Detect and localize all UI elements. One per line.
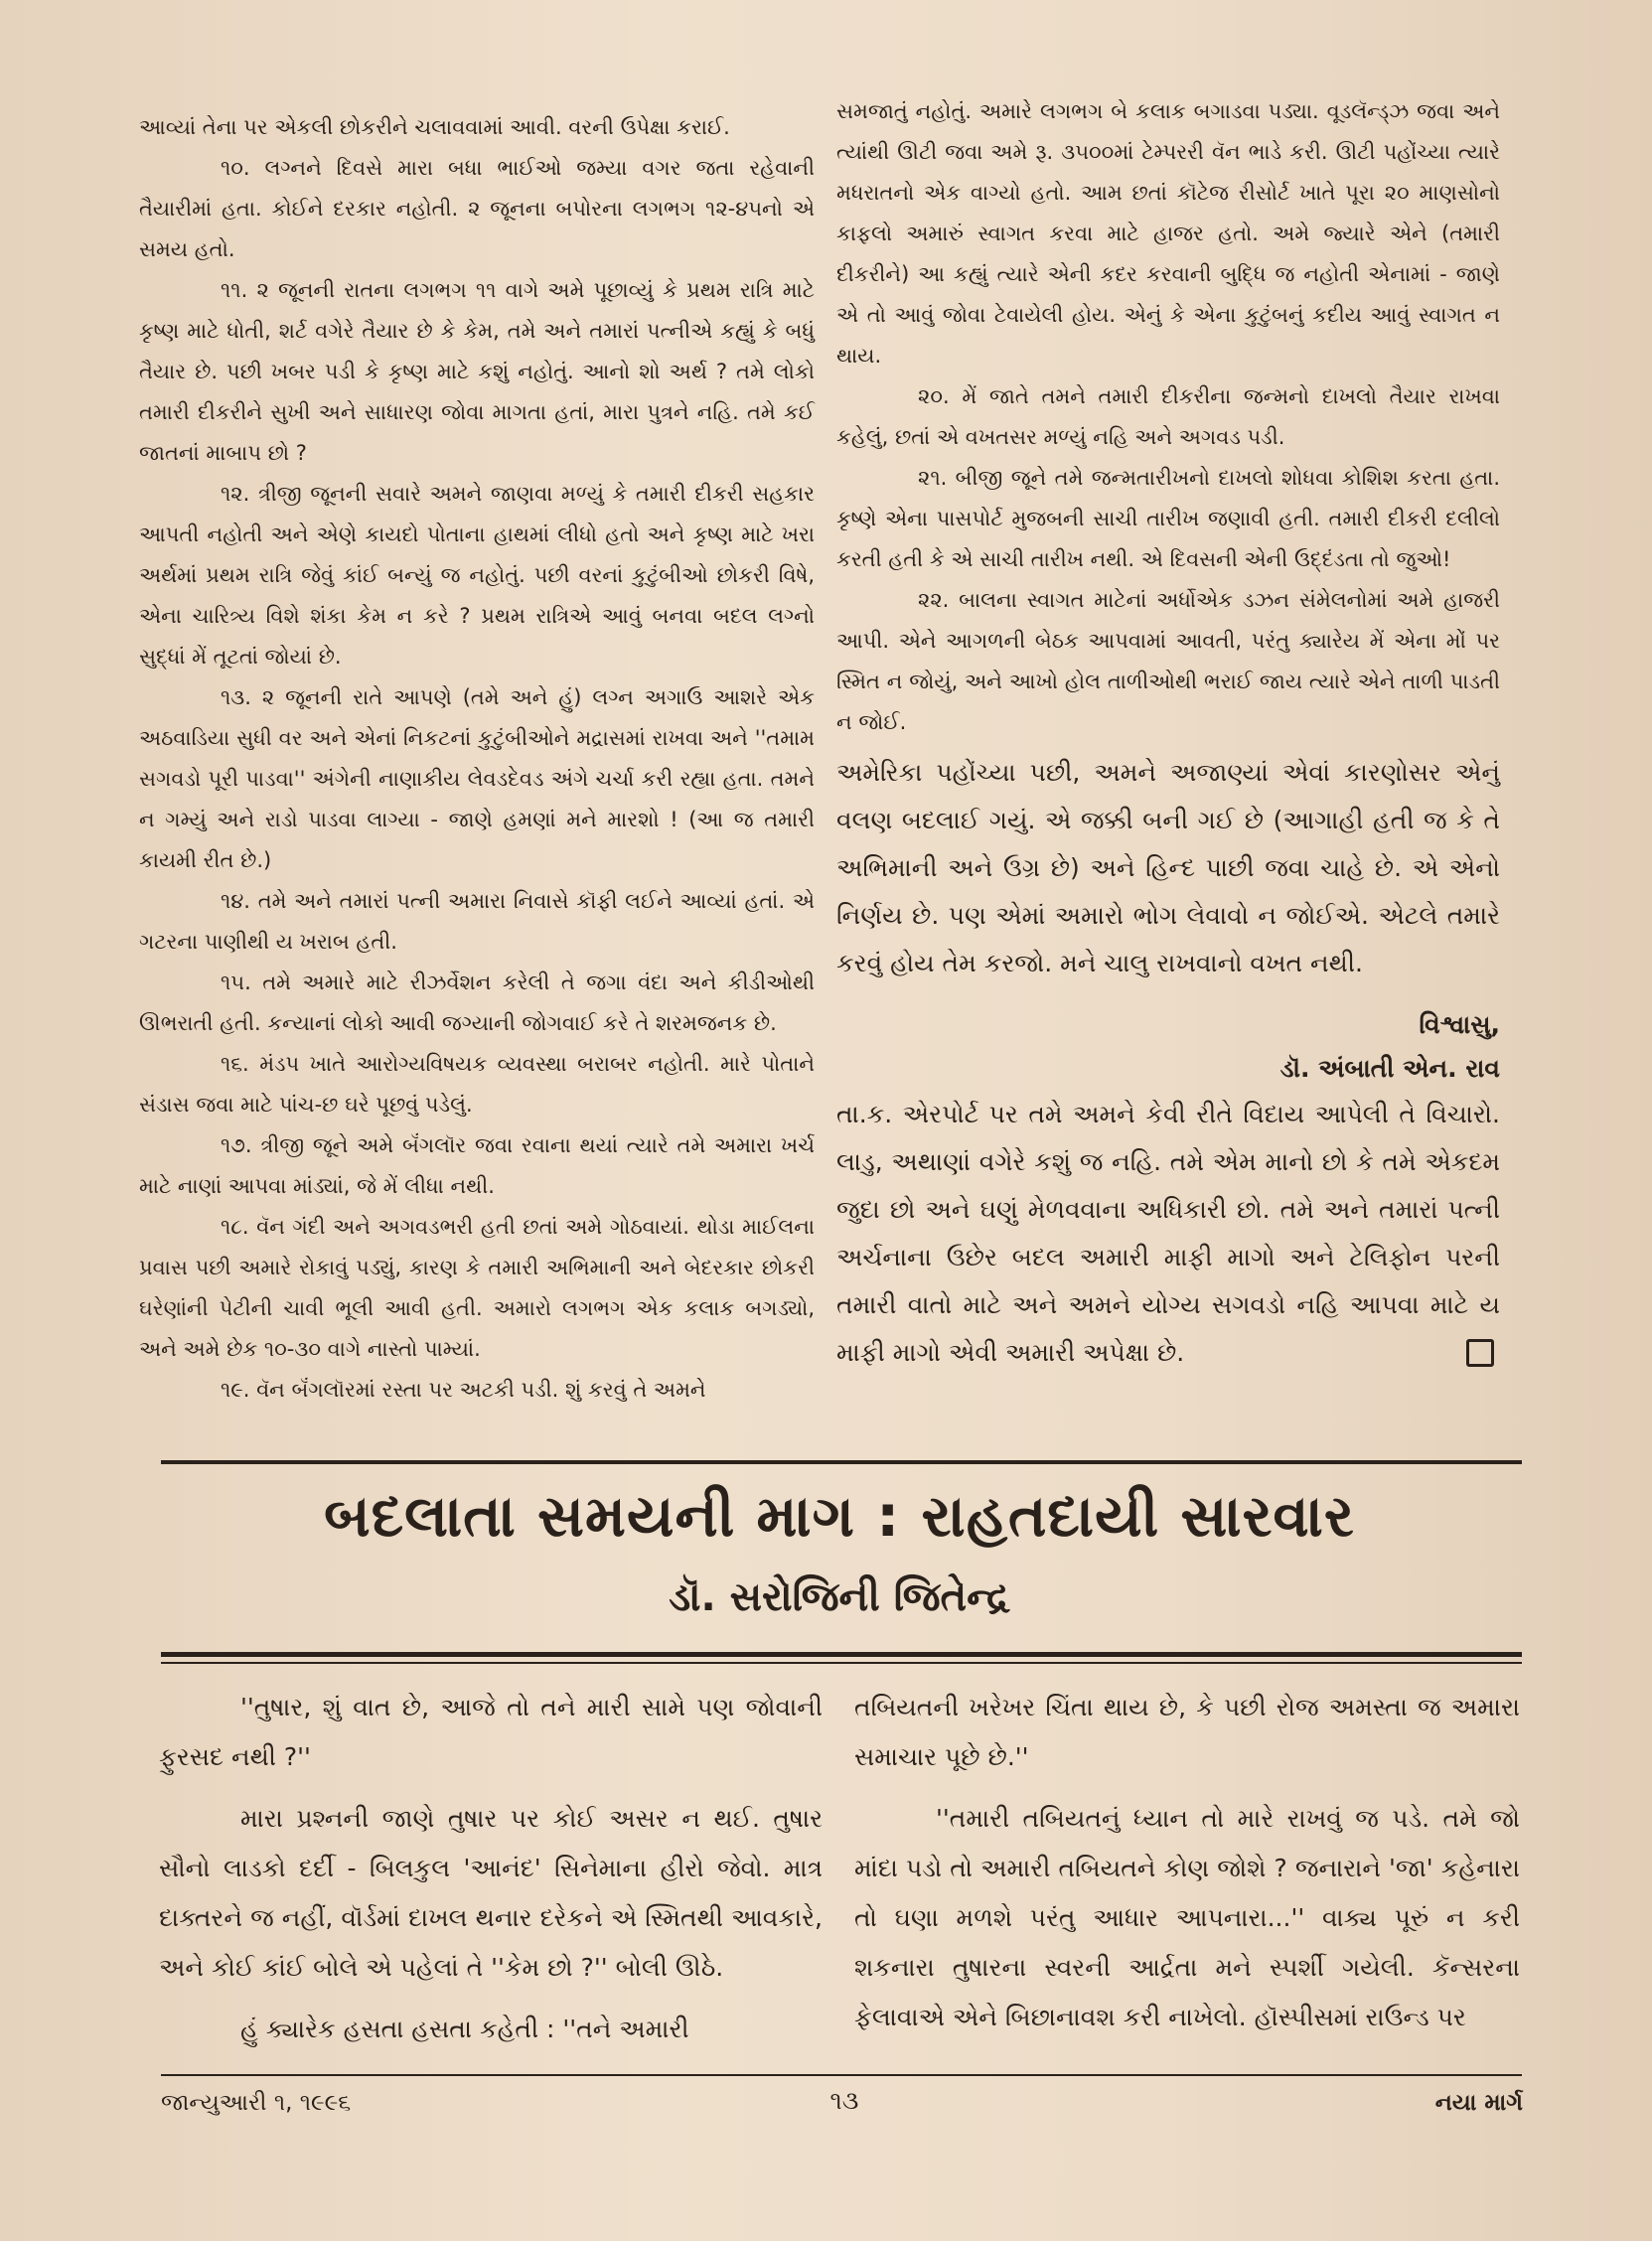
letter-paragraph: ૧૭. ત્રીજી જૂને અમે બૅંગલૉર જવા રવાના થયાં ત્યારે તમે અમારા ખર્ચ માટે નાણાં આપવા માંડ્યાં, જે મેં લીધા નથી. [139, 1133, 815, 1198]
letter-right-column [836, 91, 1500, 1377]
postscript [836, 1091, 1500, 1377]
letter-paragraph: ૧૦. લગ્નને દિવસે મારા બધા ભાઈઓ જમ્યા વગર જતા રહેવાની તૈયારીમાં હતા. કોઈને દરકાર નહોતી. ૨ જૂનના બપોરના લગભગ ૧૨-૪૫નો એ સમય હતો. [139, 156, 815, 261]
letter-paragraph: ૧૮. વૅન ગંદી અને અગવડભરી હતી છતાં અમે ગોઠવાયાં. થોડા માઈલના પ્રવાસ પછી અમારે રોકાવું પડ્યું, કારણ કે તમારી અભિમાની અને બેદરકાર છોકરી ઘરેણાંની પેટીની ચાવી ભૂલી આવી હતી. અમારો લગભગ એક કલાક બગડ્યો, અને અમે છેક ૧૦-૩૦ વાગે નાસ્તો પામ્યાં. [139, 1215, 815, 1361]
letter-paragraph: ૨૧. બીજી જૂને તમે જન્મતારીખનો દાખલો શોધવા કોશિશ કરતા હતા. કૃષ્ણે એના પાસપોર્ટ મુજબની સાચી તારીખ જણાવી હતી. તમારી દીકરી દલીલો કરતી હતી કે એ સાચી તારીખ નથી. એ દિવસની એની ઉદ્દંડતા તો જુઓ! [836, 466, 1500, 571]
article-paragraph: મારા પ્રશ્નની જાણે તુષાર પર કોઈ અસર ન થઈ. તુષાર સૌનો લાડકો દર્દી - બિલકુલ 'આનંદ' સિનેમાના હીરો જેવો. માત્ર દાક્તરને જ નહીં, વૉર્ડમાં દાખલ થનાર દરેકને એ સ્મિતથી આવકારે, અને કોઈ કાંઈ બોલે એ પહેલાં તે ''કેમ છો ?'' બોલી ઊઠે. [159, 1804, 823, 1982]
letter-paragraph: ૨૦. મેં જાતે તમને તમારી દીકરીના જન્મનો દાખલો તૈયાર રાખવા કહેલું, છતાં એ વખતસર મળ્યું નહિ અને અગવડ પડી. [836, 384, 1500, 449]
article-paragraph: હું ક્યારેક હસતા હસતા કહેતી : ''તને અમારી [240, 2015, 689, 2043]
article-paragraph: તબિયતની ખરેખર ચિંતા થાય છે, કે પછી રોજ અમસ્તા જ અમારા સમાચાર પૂછે છે.'' [854, 1693, 1520, 1771]
letter-paragraph: ૧૫. તમે અમારે માટે રીઝર્વેશન કરેલી તે જગા વંદા અને કીડીઓથી ઊભરાતી હતી. કન્યાનાં લોકો આવી જગ્યાની જોગવાઈ કરે તે શરમજનક છે. [139, 971, 815, 1035]
article-left-column [159, 1683, 823, 2066]
article-paragraph: ''તુષાર, શું વાત છે, આજે તો તને મારી સામે પણ જોવાની ફુરસદ નથી ?'' [159, 1693, 823, 1771]
letter-paragraph: ૧૯. વૅન બૅંગલૉરમાં રસ્તા પર અટકી પડી. શું કરવું તે અમને [221, 1378, 706, 1402]
letter-paragraph: આવ્યાં તેના પર એકલી છોકરીને ચલાવવામાં આવી. વરની ઉપેક્ષા કરાઈ. [139, 115, 730, 139]
section-divider-bottom-thin [161, 1662, 1522, 1664]
page-number: ૧૩ [829, 2086, 859, 2115]
signoff-name: ડૉ. અંબાતી એન. રાવ [1279, 1054, 1500, 1083]
footer-divider [161, 2074, 1522, 2076]
signoff-block [836, 1003, 1500, 1091]
postscript-text: તા.ક. એરપોર્ટ પર તમે અમને કેવી રીતે વિદાય આપેલી તે વિચારો. લાડુ, અથાણાં વગેરે કશું જ નહિ. તમે એમ માનો છો કે તમે એકદમ જુદા છો અને ઘણું મેળવવાના અધિકારી છો. તમે અને તમારાં પત્ની અર્ચનાના ઉછેર બદલ અમારી માફી માગો અને ટેલિફોન પરની તમારી વાતો માટે અને અમને યોગ્ય સગવડો નહિ આપવા માટે ય માફી માગો એવી અમારી અપેક્ષા છે. [836, 1100, 1500, 1367]
square-end-mark-icon [1466, 1339, 1494, 1367]
letter-paragraph: ૧૧. ૨ જૂનની રાતના લગભગ ૧૧ વાગે અમે પૂછાવ્યું કે પ્રથમ રાત્રિ માટે કૃષ્ણ માટે ધોતી, શર્ટ વગેરે તૈયાર છે કે કેમ, તમે અને તમારાં પત્નીએ કહ્યું કે બધું તૈયાર છે. પછી ખબર પડી કે કૃષ્ણ માટે કશું નહોતું. આનો શો અર્થ ? તમે લોકો તમારી દીકરીને સુખી અને સાધારણ જોવા માગતા હતાં, મારા પુત્રને નહિ. તમે કઈ જાતનાં માબાપ છો ? [139, 278, 815, 465]
letter-paragraph: ૨૨. બાલના સ્વાગત માટેનાં અર્ધોએક ડઝન સંમેલનોમાં અમે હાજરી આપી. એને આગળની બેઠક આપવામાં આવતી, પરંતુ ક્યારેય મેં એના મોં પર સ્મિત ન જોયું, અને આખો હોલ તાળીઓથી ભરાઈ જાય ત્યારે એને તાળી પાડતી ન જોઈ. [836, 588, 1500, 734]
letter-paragraph: ૧૬. મંડપ ખાતે આરોગ્યવિષયક વ્યવસ્થા બરાબર નહોતી. મારે પોતાને સંડાસ જવા માટે પાંચ-છ ઘરે પૂછવું પડેલું. [139, 1052, 815, 1117]
magazine-name: નયા માર્ગ [1434, 2090, 1523, 2116]
letter-paragraph: ૧૩. ૨ જૂનની રાતે આપણે (તમે અને હું) લગ્ન અગાઉ આશરે એક અઠવાડિયા સુધી વર અને એનાં નિકટનાં કુટુંબીઓને મદ્રાસમાં રાખવા અને ''તમામ સગવડો પૂરી પાડવા'' અંગેની નાણાકીય લેવડદેવડ અંગે ચર્ચા કરી રહ્યા હતા. તમને ન ગમ્યું અને રાડો પાડવા લાગ્યા - જાણે હમણાં મને મારશો ! (આ જ તમારી કાયમી રીત છે.) [139, 685, 815, 872]
section-divider-top [161, 1460, 1522, 1464]
letter-left-column [139, 107, 815, 1411]
article-right-column [854, 1683, 1520, 2054]
letter-right-paragraphs [836, 91, 1500, 743]
signoff-closing: વિશ્વાસુ, [1419, 1010, 1500, 1039]
article-title: બદલાતા સમયની માગ : રાહતદાયી સારવાર [324, 1482, 1355, 1550]
letter-paragraph: સમજાતું નહોતું. અમારે લગભગ બે કલાક બગાડવા પડ્યા. વૂડલૅન્ડ્ઝ જવા અને ત્યાંથી ઊટી જવા અમે રૂ. ૩૫૦૦માં ટેમ્પરરી વૅન ભાડે કરી. ઊટી પહોંચ્યા ત્યારે મધરાતનો એક વાગ્યો હતો. આમ છતાં કૉટેજ રીસોર્ટ ખાતે પૂરા ૨૦ માણસોનો કાફલો અમારું સ્વાગત કરવા માટે હાજર હતો. અમે જ્યારે એને (તમારી દીકરીને) આ કહ્યું ત્યારે એની કદર કરવાની બુદ્ધિ જ નહોતી એનામાં - જાણે એ તો આવું જોવા ટેવાયેલી હોય. એનું કે એના કુટુંબનું કદીય આવું સ્વાગત ન થાય. [836, 99, 1500, 368]
article-paragraph: ''તમારી તબિયતનું ધ્યાન તો મારે રાખવું જ પડે. તમે જો માંદા પડો તો અમારી તબિયતને કોણ જોશે ? જનારાને 'જા' કહેનારા તો ઘણા મળશે પરંતુ આધાર આપનારા...'' વાક્ય પૂરું ન કરી શકનારા તુષારના સ્વરની આર્દ્રતા મને સ્પર્શી ગયેલી. કૅન્સરના ફેલાવાએ એને બિછાનાવશ કરી નાખેલો. હૉસ્પીસમાં રાઉન્ડ પર [854, 1804, 1520, 2031]
letter-closing-paragraph: અમેરિકા પહોંચ્યા પછી, અમને અજાણ્યાં એવાં કારણોસર એનું વલણ બદલાઈ ગયું. એ જક્કી બની ગઈ છે (આગાહી હતી જ કે તે અભિમાની અને ઉગ્ર છે) અને હિન્દ પાછી જવા ચાહે છે. એ એનો નિર્ણય છે. પણ એમાં અમારો ભોગ લેવાવો ન જોઈએ. એટલે તમારે કરવું હોય તેમ કરજો. મને ચાલુ રાખવાનો વખત નથી. [836, 758, 1500, 977]
footer-date: જાન્યુઆરી ૧, ૧૯૯૬ [161, 2090, 352, 2116]
letter-paragraph: ૧૨. ત્રીજી જૂનની સવારે અમને જાણવા મળ્યું કે તમારી દીકરી સહકાર આપતી નહોતી અને એણે કાયદો પોતાના હાથમાં લીધો હતો અને કૃષ્ણ માટે ખરા અર્થમાં પ્રથમ રાત્રિ જેવું કાંઈ બન્યું જ નહોતું. પછી વરનાં કુટુંબીઓ છોકરી વિષે, એના ચારિત્ર્ય વિશે શંકા કેમ ન કરે ? પ્રથમ રાત્રિએ આવું બનવા બદલ લગ્નો સુદ્ધાં મેં તૂટતાં જોયાં છે. [139, 482, 815, 669]
section-divider-bottom-thick [161, 1652, 1522, 1657]
letter-paragraph: ૧૪. તમે અને તમારાં પત્ની અમારા નિવાસે કૉફી લઈને આવ્યાં હતાં. એ ગટરના પાણીથી ય ખરાબ હતી. [139, 889, 815, 954]
article-author: ડૉ. સરોજિની જિતેન્દ્ર [669, 1574, 1010, 1620]
